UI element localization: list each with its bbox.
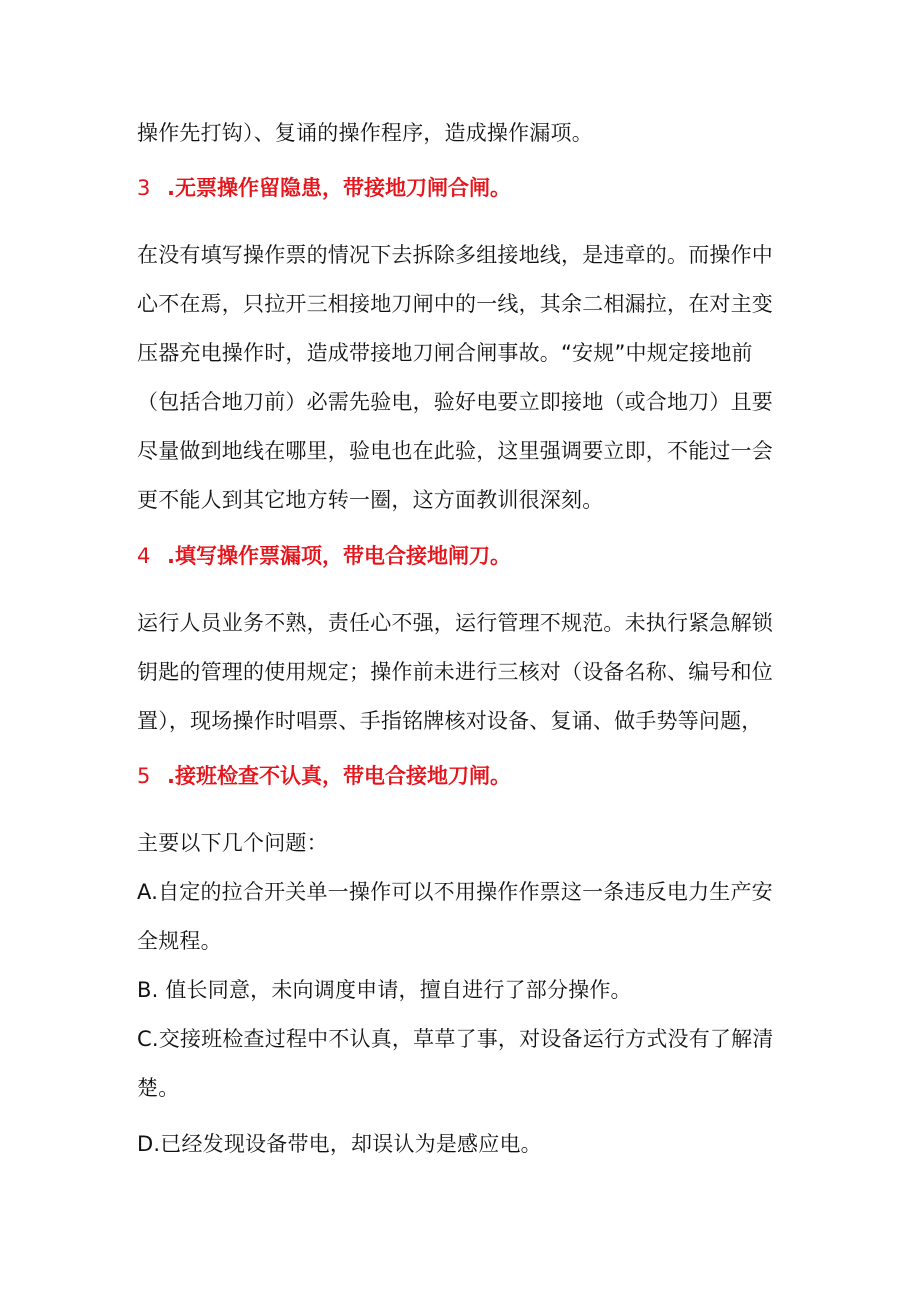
paragraph-line: 心不在焉，只拉开三相接地刀闸中的一线，其余二相漏拉，在对主变: [137, 292, 773, 316]
paragraph-line: 在没有填写操作票的情况下去拆除多组接地线，是违章的。而操作中: [137, 243, 773, 267]
paragraph-line: 主要以下几个问题：: [137, 831, 328, 855]
heading-number: 3: [137, 176, 151, 200]
paragraph-line: 操作先打钩）、复诵的操作程序，造成操作漏项。: [137, 121, 593, 145]
section-heading-3: [137, 173, 837, 203]
list-item-line: C.交接班检查过程中不认真，草草了事，对设备运行方式没有了解清: [137, 1027, 774, 1051]
list-item-line: 全规程。: [137, 929, 222, 953]
section-heading-4: [137, 541, 837, 571]
list-item-line: A.自定的拉合开关单一操作可以不用操作作票这一条违反电力生产安: [137, 880, 773, 904]
heading-text: .填写操作票漏项，带电合接地闸刀。: [167, 544, 511, 568]
paragraph-line: 压器充电操作时，造成带接地刀闸合闸事故。“安规”中规定接地前: [137, 341, 753, 365]
heading-number: 5: [137, 764, 151, 788]
list-item-line: B. 值长同意，未向调度申请，擅自进行了部分操作。: [137, 978, 632, 1002]
paragraph-line: 尽量做到地线在哪里，验电也在此验，这里强调要立即，不能过一会: [137, 439, 773, 463]
paragraph-line: （包括合地刀前）必需先验电，验好电要立即接地（或合地刀）且要: [137, 390, 773, 414]
paragraph-line: 置），现场操作时唱票、手指铭牌核对设备、复诵、做手势等问题，: [137, 709, 763, 733]
section-heading-5: [137, 761, 837, 791]
list-item-line: 楚。: [137, 1076, 180, 1100]
list-item-line: D.已经发现设备带电，却误认为是感应电。: [137, 1132, 542, 1156]
paragraph-line: 钥匙的管理的使用规定；操作前未进行三核对（设备名称、编号和位: [137, 660, 773, 684]
heading-text: .接班检查不认真，带电合接地刀闸。: [167, 764, 511, 788]
heading-number: 4: [137, 544, 151, 568]
paragraph-line: 更不能人到其它地方转一圈，这方面教训很深刻。: [137, 488, 604, 512]
paragraph-line: 运行人员业务不熟，责任心不强，运行管理不规范。未执行紧急解锁: [137, 611, 773, 635]
heading-text: .无票操作留隐患，带接地刀闸合闸。: [167, 176, 511, 200]
